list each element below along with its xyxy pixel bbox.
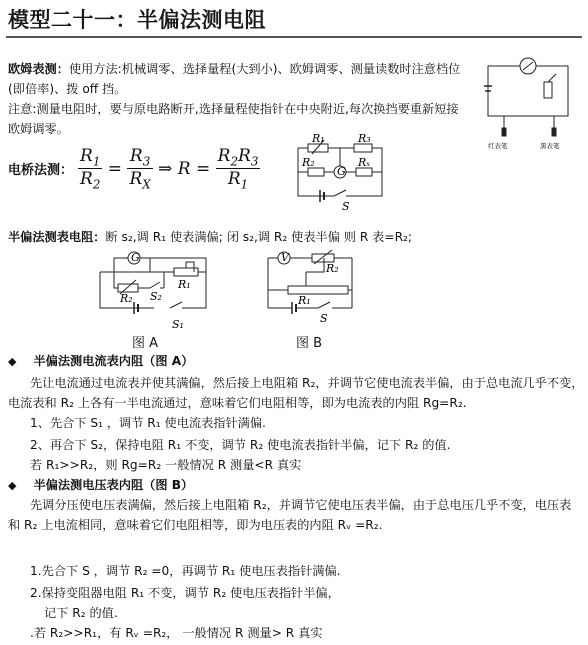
ammeter-p1: 先让电流通过电流表并使其满偏，然后接上电阻箱 R₂，并调节它使电流表半偏，由于总电流几乎不变， xyxy=(30,376,584,390)
ohmmeter-heading: 欧姆表测： xyxy=(8,62,69,76)
fig-a-label-r1: R₁ xyxy=(178,278,191,291)
voltmeter-step2: 2.保持变阻器电阻 R₁ 不变，调节 R₂ 使电压表指针半偏， xyxy=(30,586,340,600)
bridge-heading: 电桥法测： xyxy=(8,163,74,178)
ohmmeter-line2: (即倍率)、拨 off 挡。 xyxy=(8,82,127,96)
ohmmeter-line3: 注意:测量电阻时，要与原电路断开,选择量程使指针在中央附近,每次换挡要重新短接 xyxy=(8,102,459,116)
ammeter-step2: 2、再合下 S₂，保持电阻 R₁ 不变，调节 R₂ 使电流表指针半偏，记下 R₂ 的值. xyxy=(30,438,451,452)
fig-a-label-s1: S₁ xyxy=(172,318,184,331)
title-underline xyxy=(6,36,582,38)
ohmmeter-circuit-diagram xyxy=(474,54,582,150)
bridge-label-r1: R₁ xyxy=(312,134,325,145)
frac-r1-r2: $\frac{R_1}{R_2}$ xyxy=(80,146,101,192)
page-title: 模型二十一：半偏法测电阻 xyxy=(8,8,266,32)
red-probe-label: 红表笔 xyxy=(488,142,508,150)
ammeter-step3: 若 R₁>>R₂，则 Rg=R₂ 一般情况 R 测量<R 真实 xyxy=(30,458,302,472)
bridge-label-r3: R₃ xyxy=(358,134,371,145)
ammeter-heading: 半偏法测电流表内阻（图 A） xyxy=(33,354,194,368)
voltmeter-heading: 半偏法测电压表内阻（图 B） xyxy=(33,478,194,492)
fig-a-label-s2: S₂ xyxy=(150,290,162,303)
fig-b-label-s: S xyxy=(320,312,328,325)
bridge-label-s: S xyxy=(342,200,350,213)
bridge-circuit-diagram xyxy=(290,134,410,214)
ammeter-bullet-icon: ◆ xyxy=(8,355,17,368)
frac-result: $\frac{R_2R_3}{R_1}$ xyxy=(217,146,259,192)
halfdeflect-line: 半偏法测表电阻：断 s₂,调 R₁ 使表满偏; 闭 s₂,调 R₂ 使表半偏 则 R 表=R₂; xyxy=(8,230,413,244)
voltmeter-p2: 和 R₂ 上电流相同，意味着它们电阻相等，即为电压表的内阻 Rᵥ =R₂. xyxy=(8,518,383,532)
bridge-label-r2: R₂ xyxy=(302,156,315,169)
figure-a-caption: 图 A xyxy=(132,336,159,351)
voltmeter-step1: 1.先合下 S ，调节 R₂ =0，再调节 R₁ 使电压表指针满偏. xyxy=(30,564,341,578)
halfdeflect-heading: 半偏法测表电阻： xyxy=(8,230,106,244)
voltmeter-heading-line xyxy=(8,476,193,495)
fig-a-label-g: G xyxy=(131,251,140,264)
ohmmeter-line4: 欧姆调零。 xyxy=(8,122,69,136)
bridge-label-rx: Rₓ xyxy=(358,156,371,169)
voltmeter-p1: 先调分压使电压表满偏，然后接上电阻箱 R₂，并调节它使电压表半偏，由于总电压几乎不变，电压表 xyxy=(30,498,572,512)
ohmmeter-line1: 欧姆表测：使用方法:机械调零、选择量程(大到小)、欧姆调零、测量读数时注意档位 xyxy=(8,62,461,76)
figure-b-circuit xyxy=(262,250,380,334)
frac-r3-rx: $\frac{R_3}{R_X}$ xyxy=(129,146,151,192)
fig-a-label-r2: R₂ xyxy=(120,292,133,305)
voltmeter-step2b: 记下 R₂ 的值. xyxy=(44,606,118,620)
fig-b-label-r2: R₂ xyxy=(326,262,339,275)
fig-b-label-r1: R₁ xyxy=(298,294,311,307)
ammeter-heading-line xyxy=(8,352,193,371)
black-probe-label: 黑表笔 xyxy=(540,142,560,150)
ammeter-p2: 电流表和 R₂ 上各有一半电流通过，意味着它们电阻相等，即为电流表的内阻 Rg=R₂. xyxy=(8,396,467,410)
bridge-formula: $\frac{R_1}{R_2}$ = $\frac{R_3}{R_X}$ ⇒ R = $\frac{R_2R_3}{R_1}$ xyxy=(80,146,259,192)
figure-a-circuit xyxy=(94,250,218,334)
ammeter-step1: 1、先合下 S₁ ，调节 R₁ 使电流表指针满偏. xyxy=(30,416,266,430)
voltmeter-step3: .若 R₂>>R₁，有 Rᵥ =R₂， 一般情况 R 测量> R 真实 xyxy=(30,626,323,640)
bridge-label-g: G xyxy=(337,165,346,178)
fig-b-label-v: V xyxy=(281,251,289,264)
voltmeter-bullet-icon: ◆ xyxy=(8,479,17,492)
figure-b-caption: 图 B xyxy=(296,336,323,351)
